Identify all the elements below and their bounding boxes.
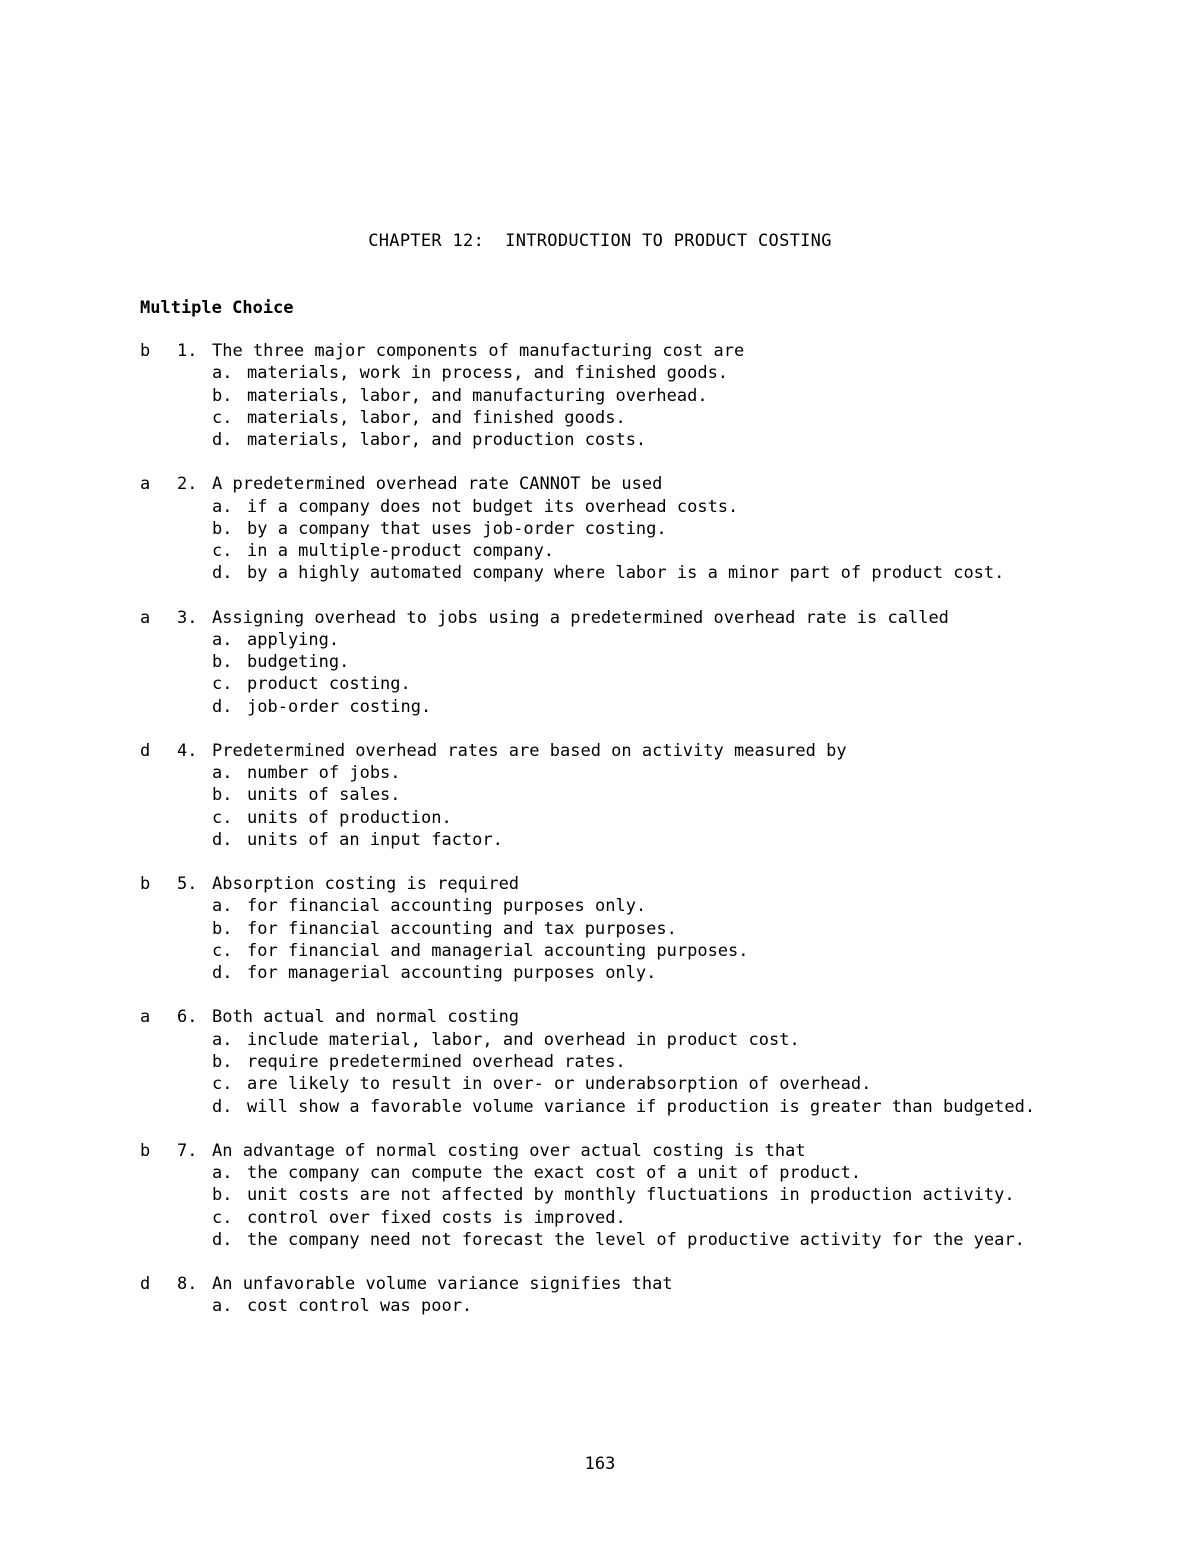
choice-letter: a. [212, 496, 233, 517]
choice-indent [140, 385, 212, 407]
choice-text: for financial accounting and tax purposes. [247, 918, 677, 939]
choice-letter: a. [212, 363, 233, 384]
choice-text: materials, labor, and production costs. [247, 430, 647, 451]
question-stem-line [140, 1273, 1080, 1295]
answer-choice [140, 629, 1080, 651]
question-item [140, 740, 1080, 851]
choice-text: the company can compute the exact cost of a unit of product. [247, 1162, 862, 1183]
answer-choice [140, 673, 1080, 695]
answer-choice [140, 1051, 1080, 1073]
choice-letter: a. [212, 1162, 233, 1183]
question-stem: An unfavorable volume variance signifies that [212, 1273, 673, 1294]
answer-choice [140, 651, 1080, 673]
choice-indent [140, 1051, 212, 1073]
answer-choice [140, 696, 1080, 718]
question-stem-line [140, 340, 1080, 362]
choice-indent [140, 1162, 212, 1184]
choice-indent [140, 807, 212, 829]
question-stem: Predetermined overhead rates are based on activity measured by [212, 740, 847, 761]
choice-letter: b. [212, 652, 233, 673]
answer-choice [140, 1207, 1080, 1229]
choice-letter: a. [212, 629, 233, 650]
question-number: 5. [177, 874, 198, 895]
page-number: 163 [584, 1454, 616, 1474]
choice-text: for financial and managerial accounting purposes. [247, 941, 749, 962]
question-stem-line [140, 607, 1080, 629]
answer-choice [140, 496, 1080, 518]
choice-letter: a. [212, 896, 233, 917]
answer-choice [140, 762, 1080, 784]
question-stem: Both actual and normal costing [212, 1007, 520, 1028]
choice-indent [140, 940, 212, 962]
question-item [140, 1006, 1080, 1117]
choice-letter: d. [212, 1096, 233, 1117]
question-number: 6. [177, 1007, 198, 1028]
answer-key: b [140, 1140, 151, 1161]
choice-text: include material, labor, and overhead in product cost. [247, 1029, 800, 1050]
choice-letter: d. [212, 696, 233, 717]
choice-indent [140, 918, 212, 940]
choice-text: number of jobs. [247, 763, 401, 784]
choice-indent [140, 1073, 212, 1095]
choice-indent [140, 1229, 212, 1251]
answer-choice [140, 1229, 1080, 1251]
choice-text: units of an input factor. [247, 830, 503, 851]
answer-choice [140, 562, 1080, 584]
choice-letter: c. [212, 407, 233, 428]
choice-indent [140, 829, 212, 851]
choice-indent [140, 496, 212, 518]
choice-text: require predetermined overhead rates. [247, 1052, 626, 1072]
question-item [140, 607, 1080, 718]
question-list [140, 340, 1080, 1339]
choice-indent [140, 629, 212, 651]
answer-choice [140, 1295, 1080, 1317]
question-number: 8. [177, 1273, 198, 1294]
choice-letter: b. [212, 1185, 233, 1206]
choice-letter: d. [212, 563, 233, 584]
choice-letter: c. [212, 1074, 233, 1095]
choice-indent [140, 651, 212, 673]
choice-text: in a multiple-product company. [247, 541, 555, 562]
choice-letter: a. [212, 763, 233, 784]
choice-letter: d. [212, 1229, 233, 1250]
choice-indent [140, 362, 212, 384]
choice-letter: d. [212, 430, 233, 451]
choice-indent [140, 1295, 212, 1317]
choice-text: materials, labor, and finished goods. [247, 407, 626, 428]
question-item [140, 473, 1080, 584]
choice-indent [140, 1184, 212, 1206]
question-stem: A predetermined overhead rate CANNOT be used [212, 474, 663, 495]
choice-letter: b. [212, 385, 233, 406]
choice-indent [140, 540, 212, 562]
answer-choice [140, 807, 1080, 829]
answer-choice [140, 940, 1080, 962]
question-number: 4. [177, 740, 198, 761]
choice-indent [140, 895, 212, 917]
section-heading: Multiple Choice [140, 298, 294, 318]
answer-choice [140, 429, 1080, 451]
choice-indent [140, 1029, 212, 1051]
answer-choice [140, 518, 1080, 540]
choice-text: units of sales. [247, 785, 401, 806]
question-stem: Absorption costing is required [212, 874, 520, 895]
question-number: 3. [177, 607, 198, 628]
choice-text: product costing. [247, 674, 411, 695]
choice-indent [140, 696, 212, 718]
choice-text: units of production. [247, 807, 452, 828]
answer-key: b [140, 874, 151, 895]
question-item [140, 1273, 1080, 1318]
answer-choice [140, 895, 1080, 917]
choice-indent [140, 407, 212, 429]
answer-choice [140, 829, 1080, 851]
chapter-title: CHAPTER 12: INTRODUCTION TO PRODUCT COSTING [368, 231, 832, 251]
question-item [140, 873, 1080, 984]
choice-text: for managerial accounting purposes only. [247, 963, 657, 984]
answer-key: a [140, 607, 151, 628]
choice-text: if a company does not budget its overhead costs. [247, 496, 739, 517]
choice-indent [140, 429, 212, 451]
choice-text: materials, labor, and manufacturing overhead. [247, 385, 708, 406]
answer-choice [140, 918, 1080, 940]
question-stem: Assigning overhead to jobs using a predetermined overhead rate is called [212, 607, 949, 628]
choice-letter: b. [212, 918, 233, 939]
answer-choice [140, 1162, 1080, 1184]
answer-choice [140, 1029, 1080, 1051]
choice-text: by a company that uses job-order costing. [247, 518, 667, 539]
answer-choice [140, 784, 1080, 806]
choice-letter: a. [212, 1296, 233, 1317]
answer-key: d [140, 740, 151, 761]
answer-choice [140, 385, 1080, 407]
answer-key: a [140, 474, 151, 495]
answer-choice [140, 962, 1080, 984]
choice-indent [140, 1096, 212, 1118]
choice-indent [140, 562, 212, 584]
question-stem: The three major components of manufacturing cost are [212, 341, 745, 361]
answer-key: d [140, 1273, 151, 1294]
choice-letter: c. [212, 1207, 233, 1228]
answer-key: b [140, 341, 151, 361]
question-item [140, 1140, 1080, 1251]
question-stem-line [140, 873, 1080, 895]
answer-choice [140, 540, 1080, 562]
choice-text: for financial accounting purposes only. [247, 896, 647, 917]
choice-letter: c. [212, 541, 233, 562]
choice-letter: b. [212, 785, 233, 806]
answer-choice [140, 362, 1080, 384]
choice-indent [140, 518, 212, 540]
choice-text: cost control was poor. [247, 1296, 473, 1317]
answer-key: a [140, 1007, 151, 1028]
choice-letter: c. [212, 941, 233, 962]
choice-letter: b. [212, 518, 233, 539]
question-number: 1. [177, 341, 198, 361]
choice-text: applying. [247, 629, 340, 650]
answer-choice [140, 407, 1080, 429]
question-stem-line [140, 473, 1080, 495]
question-number: 2. [177, 474, 198, 495]
choice-text: the company need not forecast the level of productive activity for the year. [247, 1229, 1025, 1250]
answer-choice [140, 1184, 1080, 1206]
choice-indent [140, 1207, 212, 1229]
choice-indent [140, 962, 212, 984]
choice-text: are likely to result in over- or underabsorption of overhead. [247, 1074, 872, 1095]
question-stem-line [140, 1006, 1080, 1028]
question-stem-line [140, 1140, 1080, 1162]
choice-text: control over fixed costs is improved. [247, 1207, 626, 1228]
choice-letter: c. [212, 674, 233, 695]
choice-indent [140, 762, 212, 784]
choice-letter: c. [212, 807, 233, 828]
choice-indent [140, 784, 212, 806]
answer-choice [140, 1073, 1080, 1095]
answer-choice [140, 1096, 1080, 1118]
question-number: 7. [177, 1140, 198, 1161]
choice-text: by a highly automated company where labor is a minor part of product cost. [247, 563, 1005, 584]
choice-text: will show a favorable volume variance if production is greater than budgeted. [247, 1096, 1036, 1117]
choice-letter: b. [212, 1052, 233, 1072]
question-stem-line [140, 740, 1080, 762]
choice-indent [140, 673, 212, 695]
choice-text: budgeting. [247, 652, 350, 673]
choice-letter: a. [212, 1029, 233, 1050]
choice-text: job-order costing. [247, 696, 432, 717]
choice-letter: d. [212, 830, 233, 851]
question-item [140, 340, 1080, 451]
choice-text: materials, work in process, and finished goods. [247, 363, 729, 384]
question-stem: An advantage of normal costing over actual costing is that [212, 1140, 806, 1161]
choice-text: unit costs are not affected by monthly fluctuations in production activity. [247, 1185, 1015, 1206]
choice-letter: d. [212, 963, 233, 984]
